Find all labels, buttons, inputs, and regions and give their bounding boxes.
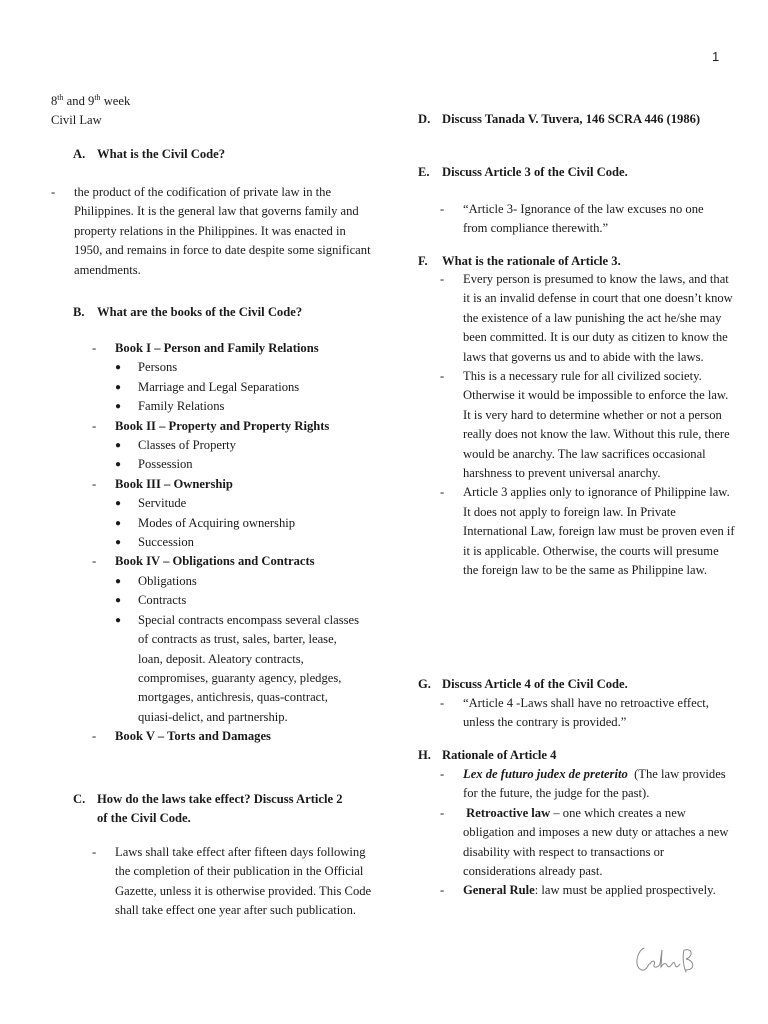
signature-icon — [632, 940, 702, 976]
book-3-items — [92, 494, 382, 552]
section-d-heading: D. Discuss Tanada V. Tuvera, 146 SCRA 446 (1986) — [418, 112, 701, 126]
section-h-item: - Retroactive law – one which creates a new obligation and imposes a new duty or attaches a new disability with respect to transactions or considerations already past. — [440, 805, 729, 879]
section-f-item: - This is a necessary rule for all civilized society. Otherwise it would be impossible to enforce the law. It is very hard to determine whether or not a person really does not know the law. Without this rule, there would be anarchy. The law sacrifices occasional harshness to prevent universal anarchy. — [440, 369, 730, 481]
section-e-item: - “Article 3- Ignorance of the law excuses no one from compliance therewith.” — [440, 202, 704, 236]
section-a-item: - the product of the codification of private law in the Philippines. It is the general law that governs family and property relations in the Philippines. It was enacted in 1950, and remains in force to date despite some significant amendments. — [51, 185, 371, 277]
book-2: - Book II – Property and Property Rights — [92, 418, 330, 433]
book-4-items — [92, 572, 382, 727]
list-item: ● Obligations — [115, 573, 197, 588]
subject-label: Civil Law — [51, 113, 102, 127]
section-e-heading: E. Discuss Article 3 of the Civil Code. — [418, 165, 628, 179]
list-item: ● Family Relations — [115, 399, 225, 414]
book-5: - Book V – Torts and Damages — [92, 729, 271, 744]
list-item: ● Succession — [115, 535, 194, 550]
books-list — [92, 339, 382, 747]
section-f-item: - Every person is presumed to know the laws, and that it is an invalid defense in court that one doesn’t know the existence of a law punishing the act he/she may been committed. It is our duty as citizen to know the laws that governs us and to abide with the laws. — [440, 272, 733, 364]
list-item: ● Classes of Property — [115, 438, 236, 453]
list-item: ● Servitude — [115, 496, 187, 511]
book-2-items — [92, 436, 382, 475]
book-1-items — [92, 358, 382, 416]
section-f-item: - Article 3 applies only to ignorance of Philippine law. It does not apply to foreign law. In Private International Law, foreign law must be proven even if it is applicable. Otherwise, the courts will presume the foreign law to be the same as Philippine law. — [440, 485, 735, 578]
section-g-item: - “Article 4 -Laws shall have no retroactive effect, unless the contrary is provided.” — [440, 696, 709, 730]
section-h-item: - General Rule: law must be applied prospectively. — [440, 883, 716, 898]
section-h-item: - Lex de futuro judex de preterito (The law provides for the future, the judge for the past). — [440, 767, 729, 801]
list-item: ● Modes of Acquiring ownership — [115, 515, 296, 530]
section-b-heading: B. What are the books of the Civil Code? — [73, 305, 303, 319]
page-number: 1 — [712, 49, 720, 64]
section-a-heading: A. What is the Civil Code? — [73, 147, 226, 161]
section-c-heading: C. How do the laws take effect? Discuss Article 2 of the Civil Code. — [73, 792, 343, 826]
list-item: ● Possession — [115, 457, 193, 472]
week-label: 8th and 9th week — [51, 92, 131, 108]
section-f-items — [440, 270, 736, 581]
section-g-heading: G. Discuss Article 4 of the Civil Code. — [418, 677, 628, 691]
section-h-items — [440, 765, 736, 901]
book-1: - Book I – Person and Family Relations — [92, 341, 319, 355]
list-item: ● Marriage and Legal Separations — [115, 379, 300, 394]
list-item: ● Contracts — [115, 593, 187, 608]
book-4: - Book IV – Obligations and Contracts — [92, 554, 315, 569]
book-3: - Book III – Ownership — [92, 476, 233, 491]
section-c-item: - Laws shall take effect after fifteen days following the completion of their publication in the Official Gazette, unless it is otherwise provided. This Code shall take effect one year after such publication. — [92, 845, 372, 918]
list-item: ● Special contracts encompass several classes of contracts as trust, sales, barter, lease, loan, deposit. Aleatory contracts, compromises, guaranty agency, pledges, mortgages, antichresis, quas-contract, quiasi-delict, and partnership. — [115, 612, 360, 724]
list-item: ● Persons — [115, 360, 178, 375]
section-h-heading: H. Rationale of Article 4 — [418, 748, 557, 762]
section-f-heading: F. What is the rationale of Article 3. — [418, 254, 621, 268]
